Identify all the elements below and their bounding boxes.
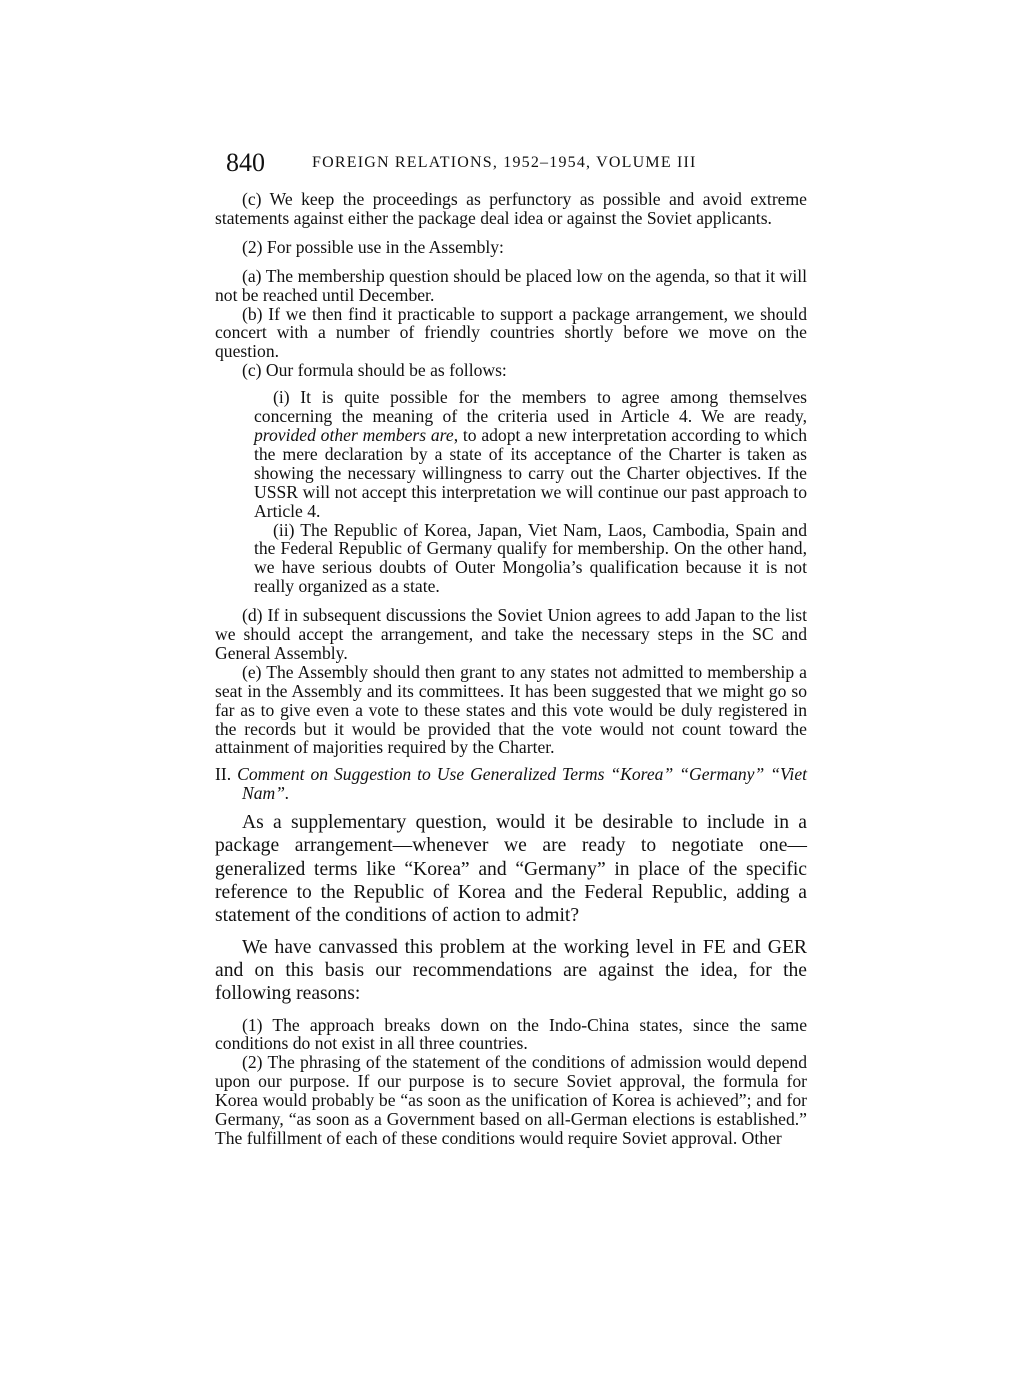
paragraph: (1) The approach breaks down on the Indo-China states, since the same conditions do not exist in all three countries. xyxy=(215,1014,807,1054)
paragraph: As a supplementary question, would it be desirable to include in a package arrangement—whenever we are ready to negotiate one—generalized terms like “Korea” and “Germany” in place of the specific reference to the Republic of Korea and the Federal Republic, adding a statement of the conditions of action to admit? xyxy=(215,812,807,927)
page-number: 840 xyxy=(226,148,265,177)
sub-paragraph: (ii) The Republic of Korea, Japan, Viet Nam, Laos, Cambodia, Spain and the Federal Republic of Germany qualify for membership. On the other hand, we have serious doubts of Outer Mongolia’s qualification because it is not really organized as a state. xyxy=(254,519,807,597)
paragraph: (b) If we then find it practicable to support a package arrangement, we should concert with a number of friendly countries shortly before we move on the question. xyxy=(215,303,807,362)
page-body xyxy=(215,190,807,1148)
paragraph: (e) The Assembly should then grant to any states not admitted to membership a seat in the Assembly and its committees. It has been suggested that we might go so far as to give even a vote to these states and this vote would be duly registered in the records but it would be provided that the vote would not count toward the attainment of majorities required by the Charter. xyxy=(215,661,807,758)
paragraph: (2) For possible use in the Assembly: xyxy=(242,236,504,257)
running-title: FOREIGN RELATIONS, 1952–1954, VOLUME III xyxy=(312,154,697,171)
paragraph: (2) The phrasing of the statement of the conditions of admission would depend upon our purpose. If our purpose is to secure Soviet approval, the formula for Korea would probably be “as soon as the unification of Korea is achieved”; and for Germany, “as soon as a Government based on all-German elections is established.” The fulfillment of each of these conditions would require Soviet approval. Other xyxy=(215,1052,807,1148)
text-run: , to adopt a new interpretation according to which the mere declaration by a state of its acceptance of the Charter is taken as showing the necessary willingness to carry out the Charter objectives. If the USSR will not accept this interpretation we will continue our past approach to Article 4. xyxy=(254,424,808,521)
paragraph: (d) If in subsequent discussions the Soviet Union agrees to add Japan to the list we should accept the arrangement, and take the necessary steps in the SC and General Assembly. xyxy=(215,605,807,663)
text-run: (i) It is quite possible for the members to agree among themselves concerning the meaning of the criteria used in Article 4. We are ready, xyxy=(254,387,807,427)
section-title: Comment on Suggestion to Use Generalized Terms “Korea” “Germany” “Viet Nam”. xyxy=(237,764,808,804)
paragraph: (c) Our formula should be as follows: xyxy=(242,360,507,381)
paragraph: We have canvassed this problem at the working level in FE and GER and on this basis our recommendations are against the idea, for the following reasons: xyxy=(215,936,807,1005)
section-number: II. xyxy=(215,764,238,785)
page-header xyxy=(226,148,826,178)
sub-paragraph xyxy=(254,388,807,520)
section-heading xyxy=(215,765,807,803)
paragraph: (a) The membership question should be placed low on the agenda, so that it will not be reached until December. xyxy=(215,265,807,305)
paragraph: (c) We keep the proceedings as perfunctory as possible and avoid extreme statements against either the package deal idea or against the Soviet applicants. xyxy=(215,189,807,228)
italic-phrase: provided other members are xyxy=(254,424,454,445)
